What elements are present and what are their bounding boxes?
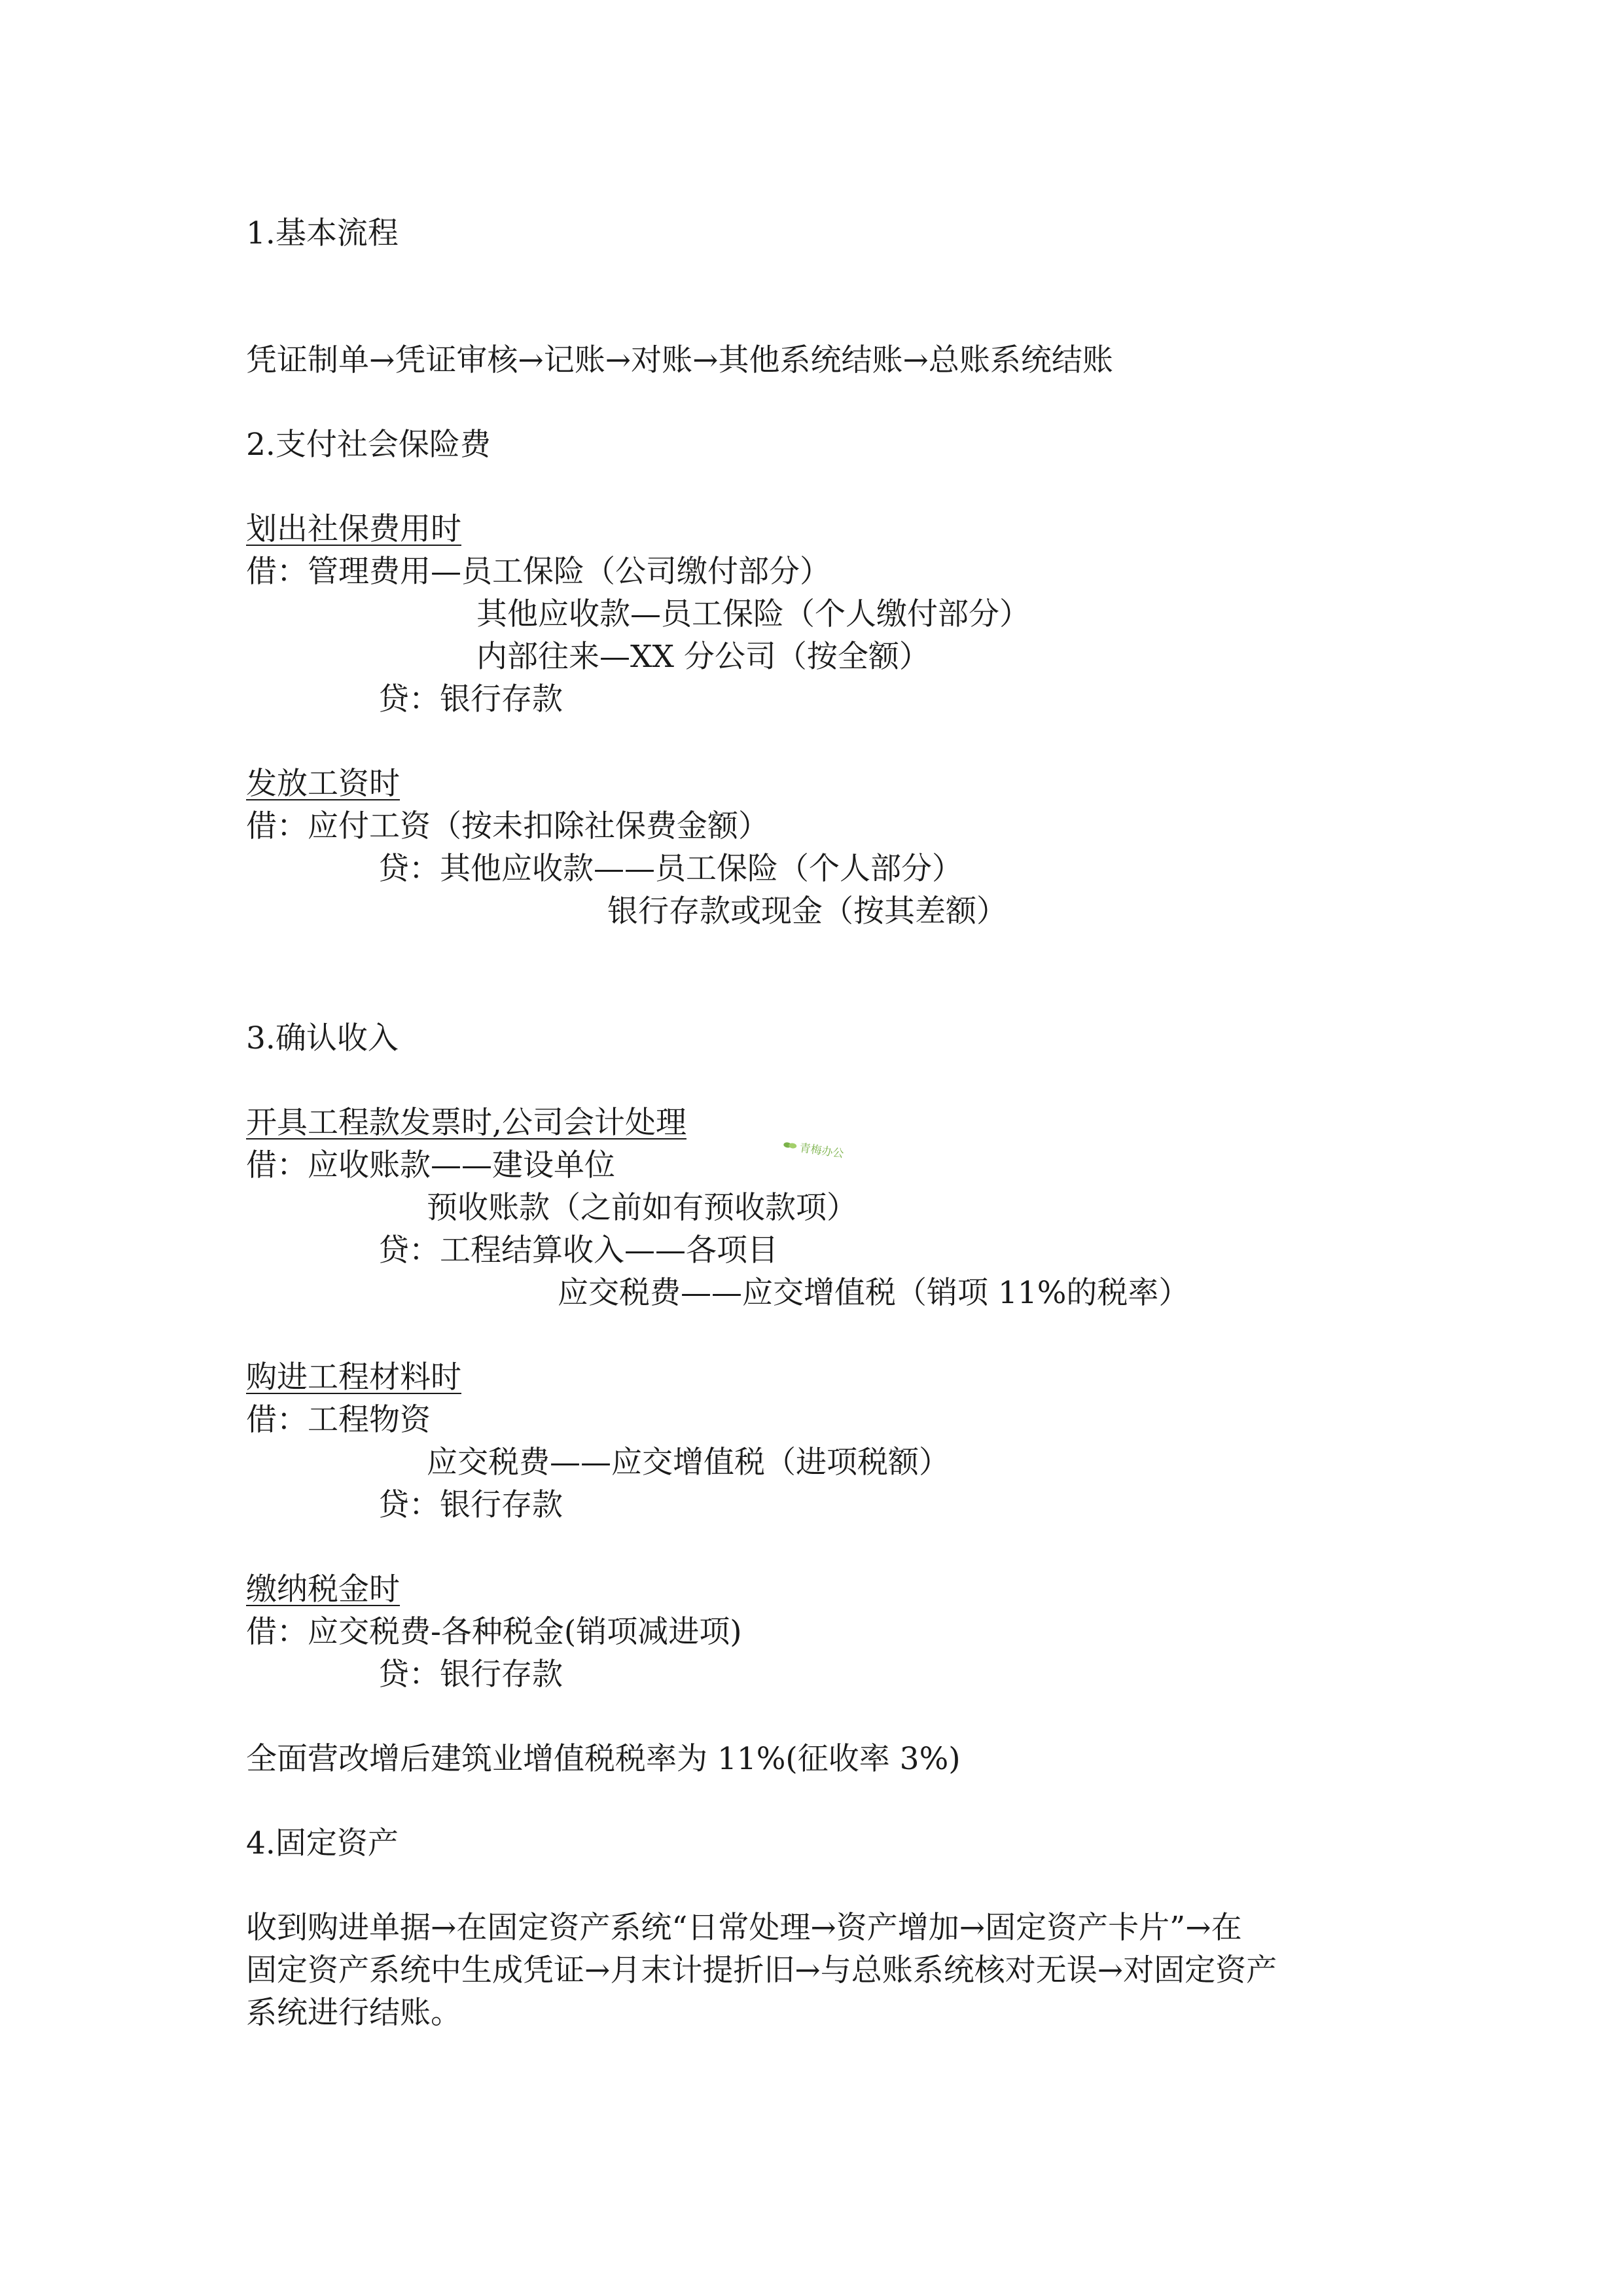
entry-credit-line: 贷：银行存款 — [378, 681, 563, 717]
entry-credit-line: 贷：银行存款 — [378, 1657, 563, 1693]
case-title-issue-invoice: 开具工程款发票时,公司会计处理 — [246, 1105, 687, 1141]
leaf-icon — [783, 1140, 798, 1150]
fixed-asset-paragraph-line: 收到购进单据→在固定资产系统“日常处理→资产增加→固定资产卡片”→在 — [246, 1910, 1242, 1946]
entry-debit-line: 借：工程物资 — [246, 1402, 431, 1438]
entry-credit-line: 银行存款或现金（按其差额） — [607, 893, 1007, 929]
entry-credit-line: 贷：银行存款 — [378, 1487, 563, 1523]
entry-credit-line: 应交税费——应交增值税（销项 11%的税率） — [558, 1275, 1190, 1311]
entry-debit-line: 预收账款（之前如有预收款项） — [427, 1190, 857, 1226]
entry-credit-line: 贷：其他应收款——员工保险（个人部分） — [378, 851, 963, 887]
entry-debit-line: 借：应收账款——建设单位 — [246, 1147, 615, 1183]
section-2-heading: 2.支付社会保险费 — [246, 427, 491, 463]
fixed-asset-paragraph-line: 系统进行结账。 — [246, 1995, 461, 2031]
case-title-transfer-social-security: 划出社保费用时 — [246, 511, 461, 547]
entry-debit-line: 借：应付工资（按未扣除社保费金额） — [246, 808, 769, 844]
case-title-purchase-materials: 购进工程材料时 — [246, 1359, 461, 1395]
entry-debit-line: 内部往来—XX 分公司（按全额） — [476, 639, 930, 675]
section-3-heading: 3.确认收入 — [246, 1020, 399, 1056]
entry-debit-line: 应交税费——应交增值税（进项税额） — [427, 1444, 950, 1480]
entry-debit-line: 其他应收款—员工保险（个人缴付部分） — [476, 596, 1030, 632]
entry-debit-line: 借：管理费用—员工保险（公司缴付部分） — [246, 554, 830, 590]
watermark-logo — [782, 1136, 846, 1161]
basic-flow-text: 凭证制单→凭证审核→记账→对账→其他系统结账→总账系统结账 — [246, 342, 1113, 378]
case-title-pay-taxes: 缴纳税金时 — [246, 1571, 400, 1607]
section-1-heading: 1.基本流程 — [246, 215, 399, 251]
watermark-text: 青梅办公 — [798, 1141, 845, 1161]
case-title-pay-wages: 发放工资时 — [246, 766, 400, 802]
entry-credit-line: 贷：工程结算收入——各项目 — [378, 1232, 778, 1268]
section-4-heading: 4.固定资产 — [246, 1825, 399, 1861]
fixed-asset-paragraph-line: 固定资产系统中生成凭证→月末计提折旧→与总账系统核对无误→对固定资产 — [246, 1952, 1277, 1988]
vat-rate-note: 全面营改增后建筑业增值税税率为 11%(征收率 3%) — [246, 1741, 961, 1777]
entry-debit-line: 借：应交税费-各种税金(销项减进项) — [246, 1614, 742, 1650]
